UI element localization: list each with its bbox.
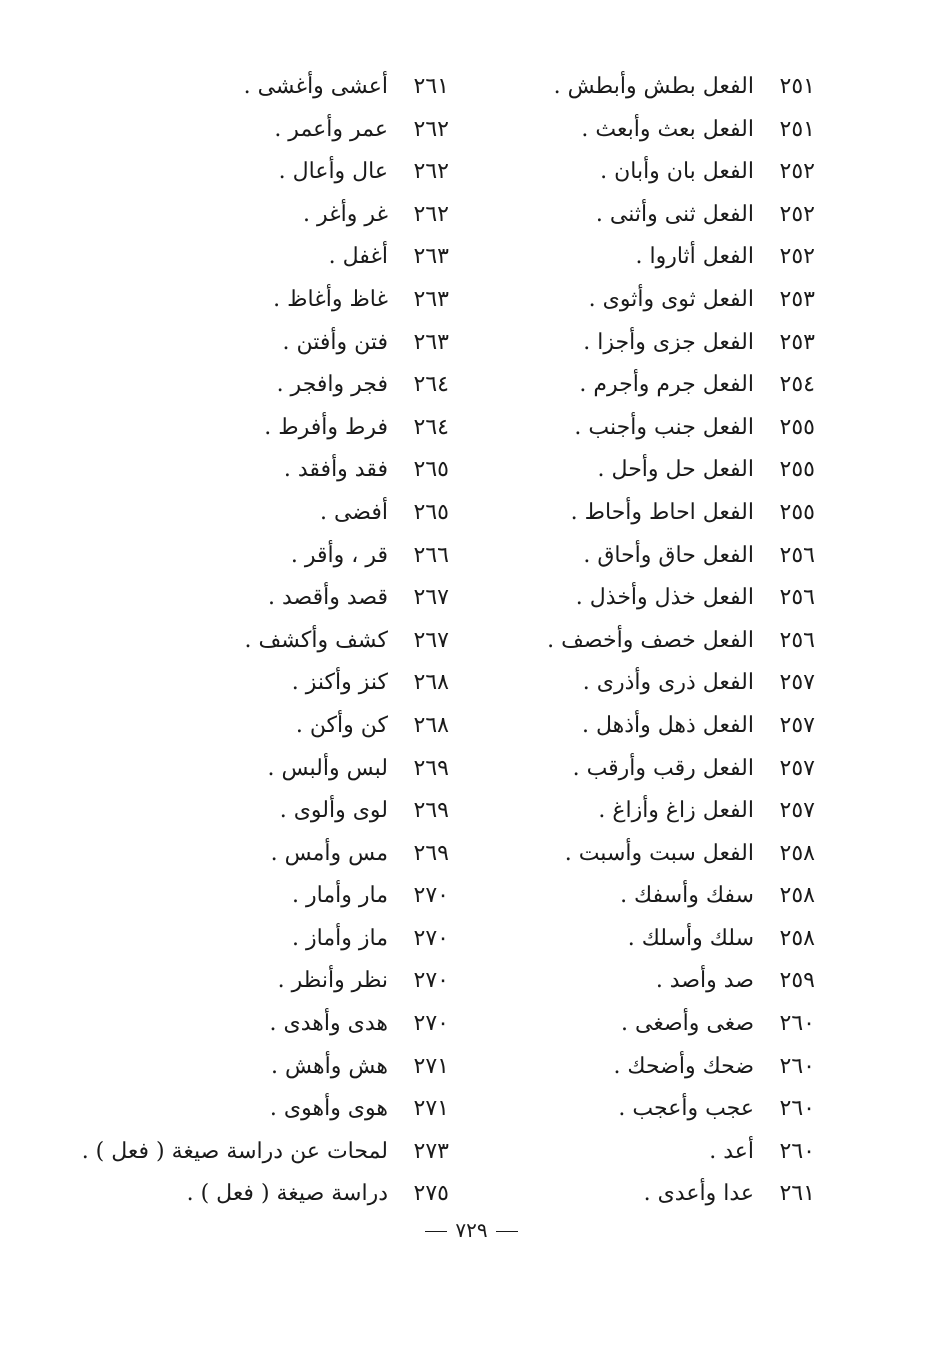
toc-entry — [415, 407, 815, 450]
entry-page-number: ٢٦٥ — [413, 457, 449, 483]
entry-title: هدى وأهدى . — [269, 1011, 388, 1037]
toc-entry — [415, 1088, 815, 1131]
entry-page-number: ٢٥٥ — [779, 457, 815, 483]
entry-page-number: ٢٥٧ — [779, 755, 815, 781]
toc-entry — [9, 918, 449, 961]
toc-entry — [415, 492, 815, 535]
entry-title: الفعل رقب وأرقب . — [572, 755, 754, 781]
toc-entry — [415, 66, 815, 109]
toc-entry — [9, 449, 449, 492]
entry-title: الفعل ثنى وأثنى . — [595, 201, 754, 227]
entry-page-number: ٢٥٧ — [779, 712, 815, 738]
toc-entry — [9, 1131, 449, 1174]
toc-entry — [415, 620, 815, 663]
toc-entry — [9, 960, 449, 1003]
entry-title: الفعل ذهل وأذهل . — [581, 712, 754, 738]
toc-entry — [415, 833, 815, 876]
toc-entry — [9, 535, 449, 578]
entry-title: الفعل أثاروا . — [635, 244, 754, 270]
entry-title: فقد وأفقد . — [283, 457, 388, 483]
entry-title: الفعل بان وأبان . — [600, 159, 754, 185]
entry-title: قصد وأقصد . — [267, 585, 388, 611]
entry-title: أعشى وأغشى . — [243, 74, 388, 99]
entry-title: الفعل جنب وأجنب . — [574, 414, 754, 440]
entry-title: الفعل جرم وأجرم . — [579, 372, 754, 398]
toc-entry — [415, 662, 815, 705]
toc-entry — [415, 577, 815, 620]
entry-page-number: ٢٦٢ — [413, 116, 449, 142]
entry-page-number: ٢٥٧ — [779, 798, 815, 824]
toc-entry — [415, 109, 815, 152]
entry-page-number: ٢٦٣ — [413, 329, 449, 355]
entry-title: الفعل خصف وأخصف . — [547, 627, 754, 653]
entry-page-number: ٢٧٠ — [413, 925, 449, 951]
entry-title: الفعل حل وأحل . — [597, 457, 754, 483]
entry-page-number: ٢٦٧ — [413, 585, 449, 611]
entry-page-number: ٢٥١ — [779, 74, 815, 99]
entry-title: سلك وأسلك . — [627, 925, 754, 951]
entry-page-number: ٢٦٩ — [413, 798, 449, 824]
toc-entry — [9, 577, 449, 620]
entry-page-number: ٢٦٩ — [413, 840, 449, 866]
toc-entry — [9, 790, 449, 833]
entry-page-number: ٢٦٤ — [413, 372, 449, 398]
toc-entry — [9, 833, 449, 876]
entry-title: عجب وأعجب . — [618, 1096, 754, 1122]
entry-page-number: ٢٥٩ — [779, 968, 815, 994]
entry-title: لوى وألوى . — [279, 798, 388, 824]
entry-title: أفضى . — [319, 499, 388, 525]
entry-page-number: ٢٦٨ — [413, 670, 449, 696]
entry-page-number: ٢٥٣ — [779, 329, 815, 355]
entry-page-number: ٢٦٥ — [413, 499, 449, 525]
toc-entry — [415, 1003, 815, 1046]
entry-page-number: ٢٥١ — [779, 116, 815, 142]
toc-right-column — [415, 66, 815, 1216]
entry-page-number: ٢٥٨ — [779, 925, 815, 951]
toc-entry — [415, 748, 815, 791]
toc-entry — [415, 279, 815, 322]
entry-title: الفعل ذرى وأذرى . — [582, 670, 754, 696]
entry-title: الفعل سبت وأسبت . — [564, 840, 754, 866]
entry-page-number: ٢٥٨ — [779, 883, 815, 909]
entry-title: لمحات عن دراسة صيغة ( فعل ) . — [81, 1138, 388, 1164]
toc-entry — [415, 1173, 815, 1216]
entry-title: الفعل بعث وأبعث . — [581, 116, 754, 142]
entry-title: صغى وأصغى . — [621, 1011, 754, 1037]
toc-entry — [9, 194, 449, 237]
entry-title: فرط وأفرط . — [264, 414, 388, 440]
entry-page-number: ٢٥٣ — [779, 286, 815, 312]
toc-entry — [415, 535, 815, 578]
entry-title: مار وأمار . — [292, 883, 388, 909]
toc-entry — [415, 790, 815, 833]
entry-title: سفك وأسفك . — [620, 883, 754, 909]
entry-page-number: ٢٥٢ — [779, 201, 815, 227]
entry-page-number: ٢٦١ — [779, 1181, 815, 1207]
toc-entry — [415, 322, 815, 365]
entry-title: أغفل . — [328, 244, 388, 270]
entry-page-number: ٢٦٢ — [413, 201, 449, 227]
entry-title: عمر وأعمر . — [274, 116, 388, 142]
toc-entry — [9, 620, 449, 663]
page-number: ٧٢٩ — [455, 1218, 488, 1242]
toc-entry — [9, 748, 449, 791]
entry-title: فجر وافجر . — [276, 372, 388, 398]
entry-page-number: ٢٧٥ — [413, 1181, 449, 1207]
toc-entry — [9, 322, 449, 365]
entry-title: الفعل حاق وأحاق . — [583, 542, 754, 568]
toc-entry — [9, 1046, 449, 1089]
entry-page-number: ٢٦٠ — [779, 1053, 815, 1079]
entry-title: غر وأغر . — [302, 201, 388, 227]
toc-entry — [9, 492, 449, 535]
entry-title: كشف وأكشف . — [244, 627, 388, 653]
entry-page-number: ٢٦٦ — [413, 542, 449, 568]
entry-title: هش وأهش . — [270, 1053, 388, 1079]
entry-title: الفعل بطش وأبطش . — [553, 74, 754, 99]
entry-page-number: ٢٦٩ — [413, 755, 449, 781]
page-footer — [0, 1218, 943, 1242]
entry-title: عدا وأعدى . — [643, 1181, 754, 1207]
toc-entry — [415, 194, 815, 237]
entry-page-number: ٢٥٤ — [779, 372, 815, 398]
toc-entry — [9, 662, 449, 705]
entry-title: الفعل زاغ وأزاغ . — [598, 798, 754, 824]
entry-title: كنز وأكنز . — [291, 670, 388, 696]
toc-entry — [9, 109, 449, 152]
entry-page-number: ٢٧١ — [413, 1053, 449, 1079]
entry-title: صد وأصد . — [655, 968, 754, 994]
entry-page-number: ٢٦٣ — [413, 286, 449, 312]
entry-page-number: ٢٥٧ — [779, 670, 815, 696]
entry-page-number: ٢٦٣ — [413, 244, 449, 270]
entry-title: غاظ وأغاظ . — [273, 286, 388, 312]
entry-page-number: ٢٦٠ — [779, 1011, 815, 1037]
entry-page-number: ٢٦٠ — [779, 1138, 815, 1164]
toc-entry — [415, 236, 815, 279]
entry-title: الفعل جزى وأجزا . — [583, 329, 754, 355]
toc-entry — [9, 279, 449, 322]
entry-title: ماز وأماز . — [292, 925, 388, 951]
toc-entry — [415, 1046, 815, 1089]
toc-entry — [9, 364, 449, 407]
toc-entry — [9, 705, 449, 748]
entry-page-number: ٢٥٨ — [779, 840, 815, 866]
entry-title: فتن وأفتن . — [282, 329, 388, 355]
entry-title: كن وأكن . — [295, 712, 388, 738]
toc-left-column — [9, 66, 449, 1216]
entry-title: الفعل ثوى وأثوى . — [588, 286, 754, 312]
toc-entry — [9, 407, 449, 450]
entry-page-number: ٢٦٢ — [413, 159, 449, 185]
entry-title: ضحك وأضحك . — [613, 1053, 754, 1079]
toc-entry — [415, 449, 815, 492]
entry-page-number: ٢٧٠ — [413, 1011, 449, 1037]
entry-page-number: ٢٦٤ — [413, 414, 449, 440]
entry-page-number: ٢٧٣ — [413, 1138, 449, 1164]
toc-entry — [415, 875, 815, 918]
entry-title: الفعل خذل وأخذل . — [575, 585, 754, 611]
entry-page-number: ٢٦٠ — [779, 1096, 815, 1122]
toc-entry — [9, 66, 449, 109]
entry-title: هوى وأهوى . — [269, 1096, 388, 1122]
toc-entry — [415, 364, 815, 407]
toc-entry — [415, 960, 815, 1003]
entry-page-number: ٢٦٨ — [413, 712, 449, 738]
toc-entry — [9, 1003, 449, 1046]
entry-title: لبس وألبس . — [267, 755, 388, 781]
entry-title: أعد . — [709, 1138, 754, 1164]
toc-entry — [415, 918, 815, 961]
entry-title: نظر وأنظر . — [277, 968, 388, 994]
entry-page-number: ٢٥٥ — [779, 499, 815, 525]
entry-title: دراسة صيغة ( فعل ) . — [186, 1181, 388, 1207]
entry-page-number: ٢٥٢ — [779, 159, 815, 185]
footer-dash-left — [425, 1231, 447, 1232]
entry-page-number: ٢٥٦ — [779, 542, 815, 568]
entry-page-number: ٢٥٢ — [779, 244, 815, 270]
footer-dash-right — [496, 1231, 518, 1232]
entry-page-number: ٢٥٥ — [779, 414, 815, 440]
entry-page-number: ٢٦١ — [413, 74, 449, 99]
entry-title: مس وأمس . — [270, 840, 388, 866]
toc-entry — [9, 236, 449, 279]
toc-entry — [9, 1173, 449, 1216]
entry-title: عال وأعال . — [278, 159, 388, 185]
entry-page-number: ٢٧٠ — [413, 883, 449, 909]
toc-entry — [9, 875, 449, 918]
toc-entry — [415, 1131, 815, 1174]
toc-entry — [9, 151, 449, 194]
entry-page-number: ٢٥٦ — [779, 585, 815, 611]
entry-page-number: ٢٦٧ — [413, 627, 449, 653]
toc-entry — [9, 1088, 449, 1131]
entry-page-number: ٢٥٦ — [779, 627, 815, 653]
toc-entry — [415, 151, 815, 194]
entry-title: الفعل احاط وأحاط . — [570, 499, 754, 525]
entry-page-number: ٢٧١ — [413, 1096, 449, 1122]
toc-entry — [415, 705, 815, 748]
entry-page-number: ٢٧٠ — [413, 968, 449, 994]
entry-title: قر ، وأقر . — [290, 542, 388, 568]
